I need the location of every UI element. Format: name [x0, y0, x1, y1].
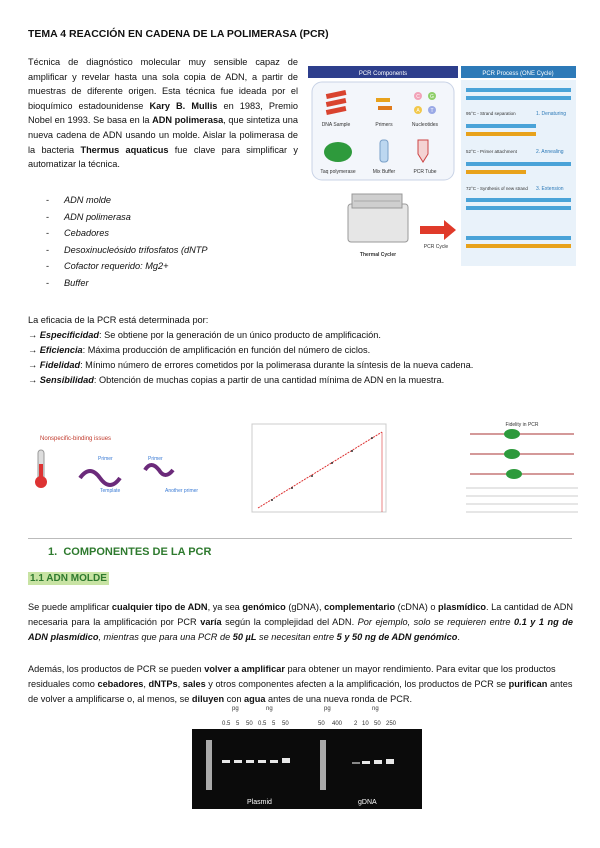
components-header: PCR Components — [358, 71, 408, 77]
step-temp: 72°C - Synthesis of new strand — [466, 186, 528, 191]
efficacy-item: → Sensibilidad: Obtención de muchas copias a partir de una cantidad mínima de ADN en la muestra. — [28, 375, 445, 385]
subsection-heading: 1.1 ADN MOLDE — [30, 573, 107, 584]
intro-text-3: , que sintetiza una nueva cadena de ADN usando un molde. Aislar la polimerasa de la bacteria — [28, 115, 298, 155]
specificity-title: Nonspecific-binding issues — [40, 436, 112, 442]
efficacy-section — [28, 313, 578, 388]
primer-label: Primer — [148, 456, 163, 462]
list-item: - ADN molde — [46, 192, 208, 209]
section-divider — [28, 538, 572, 539]
step-label: 2. Annealing — [536, 149, 564, 155]
list-item: - Desoxinucleósido trifosfatos (dNTP — [46, 242, 208, 259]
unit-label: pg — [324, 706, 331, 712]
dna-sample-icon — [326, 90, 347, 115]
lane-label: 50 — [374, 721, 381, 727]
intro-text-4: fue clave para simplificar y automatizar la técnica. — [28, 144, 298, 170]
gel-figure — [192, 704, 522, 812]
intro-text-2: en 1983, Premio Nobel en 1993. Se basa en la — [28, 100, 298, 126]
item-label: Nucleotides — [411, 122, 439, 128]
nucleotide-g-label: G — [430, 94, 434, 100]
intro-paragraph — [28, 55, 298, 172]
step-temp: 95°C - Strand separation — [466, 111, 516, 116]
lane-label: 50 — [318, 721, 325, 727]
lane-label: 10 — [362, 721, 369, 727]
unit-label: ng — [266, 706, 273, 712]
item-label: DNA Sample — [321, 122, 351, 128]
lane-label: 0.5 — [258, 721, 267, 727]
list-item: - Buffer — [46, 275, 208, 292]
nucleotide-t-label: T — [430, 108, 434, 114]
another-primer-label: Another primer — [165, 488, 199, 494]
lane-label: 5 — [272, 721, 276, 727]
template-strand-icon — [145, 465, 173, 475]
lane-label: 50 — [246, 721, 253, 727]
gel-image — [192, 729, 422, 809]
lane-label: 0.5 — [222, 721, 231, 727]
efficacy-item: → Fidelidad: Mínimo número de errores cometidos por la polimerasa durante la síntesis de la nueva cadena. — [28, 360, 474, 370]
fidelity-table — [466, 488, 578, 512]
intro-text-1: Técnica de diagnóstico molecular muy sensible capaz de amplificar y revelar hasta una sola copia de ADN, a partir de muestras de diferente origen. Esta técnica fue ideada por el bioquímico estadounidense — [28, 57, 298, 111]
page-title: TEMA 4 REACCIÓN EN CADENA DE LA POLIMERASA (PCR) — [28, 28, 329, 40]
template-strand-icon — [80, 471, 120, 485]
taq-polymerase-icon — [324, 142, 352, 162]
polymerase-icon — [506, 469, 522, 479]
template-label: Template — [100, 488, 121, 494]
lane-label: 250 — [386, 721, 397, 727]
gel-label-gdna: gDNA — [358, 799, 377, 806]
list-item: - Cofactor requerido: Mg2+ — [46, 258, 208, 275]
efficacy-item: → Especificidad: Se obtiene por la generación de un único producto de amplificación. — [28, 330, 381, 340]
step-label: 1. Denaturing — [536, 111, 567, 117]
step-label: 3. Extension — [536, 186, 564, 192]
thermal-cycler-icon — [348, 194, 408, 242]
components-list — [46, 192, 208, 291]
polymerase-icon — [504, 449, 520, 459]
thermal-cycler-label: Thermal Cycler — [359, 252, 397, 258]
process-header: PCR Process (ONE Cycle) — [482, 71, 554, 77]
intro-bold-mullis: Kary B. Mullis — [149, 100, 218, 111]
list-item: - Cebadores — [46, 225, 208, 242]
nucleotide-a-label: A — [416, 108, 420, 114]
primer-label: Primer — [98, 456, 113, 462]
lane-label: 50 — [282, 721, 289, 727]
pcr-components-figure — [308, 66, 576, 266]
gel-label-plasmid: Plasmid — [247, 799, 272, 806]
fidelity-figure — [462, 418, 582, 518]
section-heading: 1. COMPONENTES DE LA PCR — [48, 546, 212, 558]
intro-bold-polimerasa: ADN polimerasa — [152, 115, 224, 126]
specificity-figure — [30, 430, 210, 500]
item-label: Primers — [375, 122, 393, 128]
item-label: Taq polymerase — [320, 169, 356, 175]
arrow-icon — [420, 220, 456, 240]
lane-label: 400 — [332, 721, 343, 727]
efficacy-item: → Eficiencia: Máxima producción de amplificación en función del número de ciclos. — [28, 345, 371, 355]
mix-buffer-icon — [380, 140, 388, 162]
efficiency-chart — [232, 418, 392, 526]
unit-label: pg — [232, 706, 239, 712]
item-label: Mix Buffer — [372, 169, 396, 175]
paragraph-adn-molde: Se puede amplificar cualquier tipo de ADN, ya sea genómico (gDNA), complementario (cDNA) o plasmídico. La cantidad de ADN necesaria para la amplificación por PCR varía según la complejidad del ADN. Por ejemplo, solo se requieren entre 0.1 y 1 ng de ADN plasmídico, mientras que para una PCR de 50 µL se necesitan entre 5 y 50 ng de ADN genómico. — [28, 602, 573, 642]
efficacy-intro: La eficacia de la PCR está determinada por: — [28, 315, 209, 325]
lane-label: 2 — [354, 721, 358, 727]
nucleotide-c-label: C — [416, 94, 420, 100]
lane-label: 5 — [236, 721, 240, 727]
fidelity-title: Fidelity in PCR — [505, 422, 539, 428]
unit-label: ng — [372, 706, 379, 712]
list-item: - ADN polimerasa — [46, 209, 208, 226]
item-label: PCR Tube — [413, 169, 437, 175]
thermometer-icon — [35, 450, 47, 488]
intro-bold-thermus: Thermus aquaticus — [80, 144, 169, 155]
polymerase-icon — [504, 429, 520, 439]
step-temp: 52°C - Primer attachment — [466, 149, 517, 154]
pcr-cycle-label: PCR Cycle — [423, 244, 449, 250]
paragraph-reamplificar: Además, los productos de PCR se pueden volver a amplificar para obtener un mayor rendimiento. Para evitar que los productos residuales como cebadores, dNTPs, sales y otros componentes afecten a la amplificación, los productos de PCR se purifican antes de volver a amplificarse o, al menos, se diluyen con agua antes de una nueva ronda de PCR. — [28, 664, 573, 704]
